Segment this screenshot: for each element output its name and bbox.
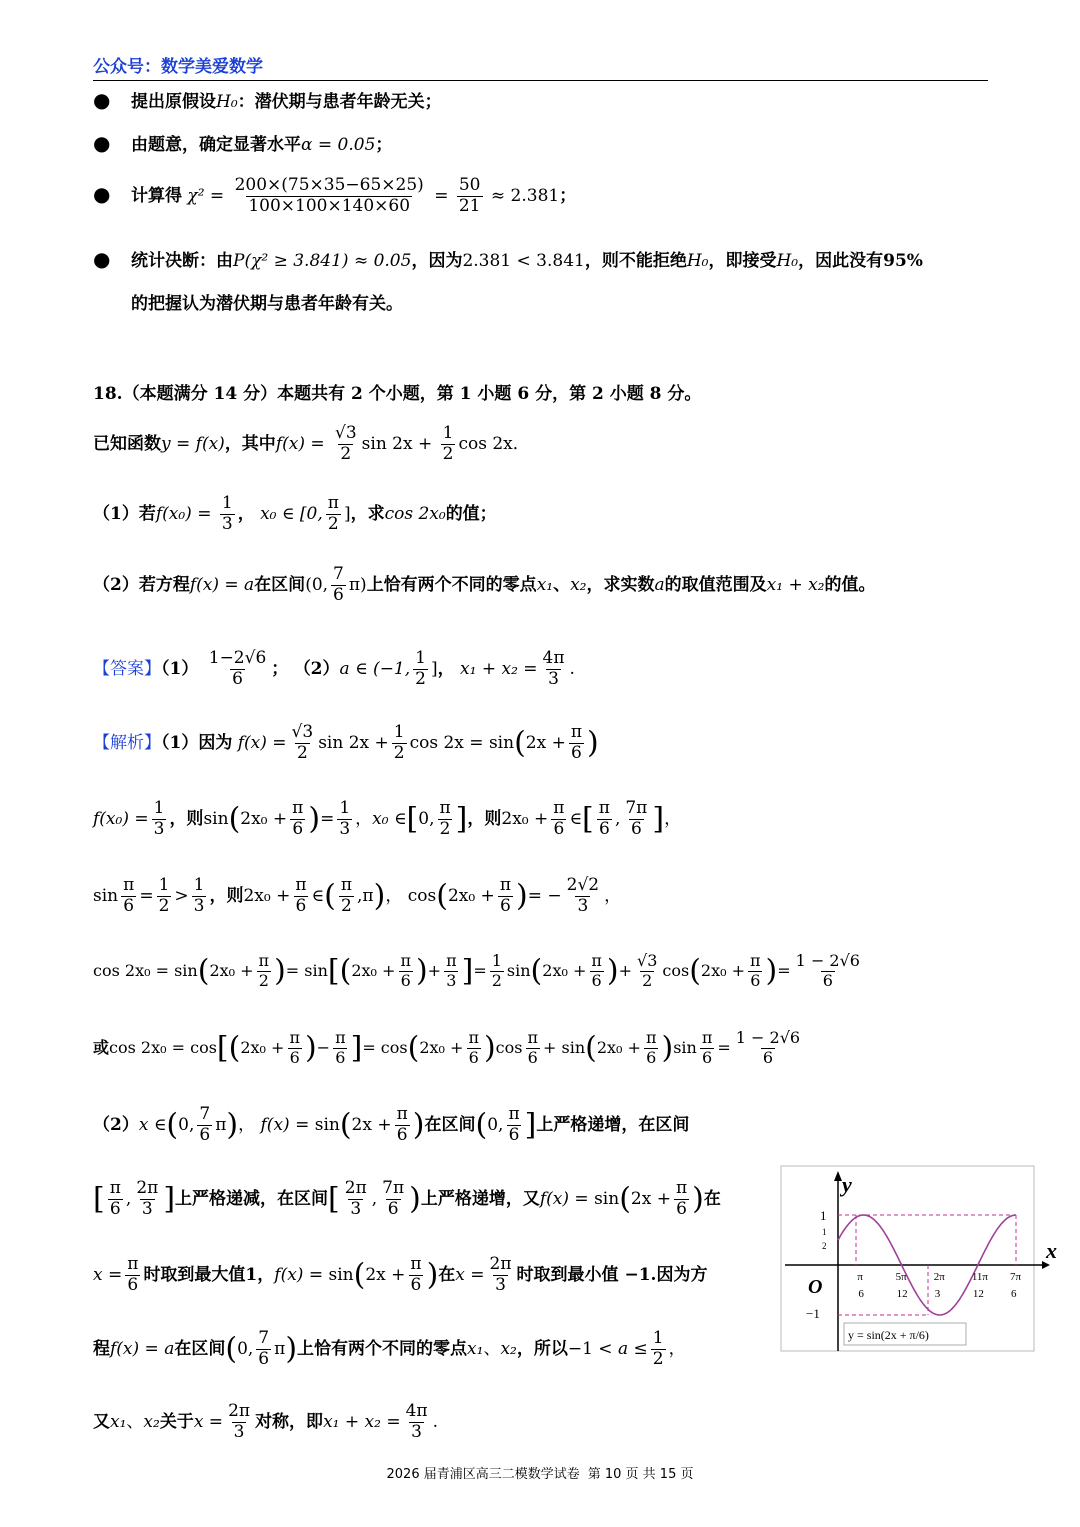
- y-axis-label: y: [842, 1172, 852, 1197]
- q18-part2: （2）若方程f(x) = a在区间(0, $\frac{7}{6}$ π)上恰有两个不同的零点x₁、x₂，求实数a的取值范围及x₁ + x₂的值。: [93, 564, 876, 605]
- analysis-line1: 【解析】（1）因为 f(x) = $\frac{√3}{2}$ sin 2x + $\frac{1}{2}$ cos 2x = sin(2x + $\frac{\pi}{6}$ ): [93, 722, 599, 763]
- q18-given: 已知函数y = f(x)，其中f(x) = $\frac{√3}{2}$ sin 2x + $\frac{1}{2}$ cos 2x．: [93, 423, 530, 464]
- bullet-dot-icon: ●: [93, 131, 111, 155]
- x-axis-label: x: [1046, 1238, 1057, 1263]
- x-tick-label-den: 6: [858, 1288, 864, 1300]
- x-tick-label-den: 12: [896, 1288, 908, 1300]
- bullet-dot-icon: ●: [93, 181, 111, 206]
- analysis-line7: [ $\frac{\pi}{6}$ , $\frac{2\pi}{3}$ ]上严格递减，在区间[ $\frac{2\pi}{3}$ , $\frac{7\pi}{6}$ )上严格递增，又f(x) = sin(2x + $\frac{\pi}{6}$ )在: [93, 1178, 721, 1219]
- y-arrow-icon: [834, 1171, 842, 1181]
- bullet-chi-square: ● 计算得 χ² = $\frac{200\times(75\times 35-65\times 25)}{100\times 100\times 140\times 60}$ = $\frac{50}{21}$ ≈ 2.381；: [93, 175, 577, 216]
- x-tick-label: π: [857, 1271, 863, 1283]
- chi-fraction: $\frac{200\times(75\times 35-65\times 25)}{100\times 100\times 140\times 60}$: [234, 175, 424, 216]
- x-tick-label-den: 12: [972, 1288, 984, 1300]
- y-tick-half-d: 2: [822, 1241, 827, 1251]
- y-tick-half-n: 1: [822, 1227, 827, 1237]
- x-tick-label: 5π: [895, 1271, 907, 1283]
- x-tick-label-den: 6: [1011, 1288, 1017, 1300]
- analysis-line4: cos 2x₀ = sin(2x₀ + $\frac{\pi}{2}$ )= sin[(2x₀ + $\frac{\pi}{6}$ )+ $\frac{\pi}{3}$ ]= $\frac{1}{2}$ sin(2x₀ + $\frac{\pi}{6}$ )+ $\frac{√3}{2}$ cos(2x₀ + $\frac{\pi}{6}$ )= $\frac{1 - 2√6}{6}$: [93, 951, 860, 990]
- x-tick-label: 2π: [933, 1271, 945, 1283]
- analysis-line3: sin $\frac{\pi}{6}$ = $\frac{1}{2}$ > $\frac{1}{3}$ ，则2x₀ + $\frac{\pi}{6}$ ∈( $\frac{\pi}{2}$ ,π)， cos(2x₀ + $\frac{\pi}{6}$ )= − $\frac{2√2}{3}$ ，: [93, 875, 622, 916]
- q18-title: 18.（本题满分 14 分）本题共有 2 个小题，第 1 小题 6 分，第 2 小题 8 分。: [93, 384, 702, 404]
- bullet-dot-icon: ●: [93, 88, 111, 112]
- answer-line: 【答案】（1） $\frac{1-2√6}{6}$ ； （2）a ∈ (−1, $\frac{1}{2}$ ]， x₁ + x₂ = $\frac{4\pi}{3}$ .: [93, 648, 575, 689]
- q18-part1: （1）若f(x₀) = $\frac{1}{3}$ ， x₀ ∈ [0, $\frac{\pi}{2}$ ]，求cos 2x₀的值；: [93, 493, 497, 534]
- bullet-significance: ● 由题意，确定显著水平α = 0.05；: [93, 131, 393, 155]
- bullet-decision-line2: 的把握认为潜伏期与患者年龄有关。: [131, 294, 403, 314]
- analysis-line8: x = $\frac{\pi}{6}$ 时取到最大值1，f(x) = sin(2x + $\frac{\pi}{6}$ )在x = $\frac{2\pi}{3}$ 时取到最小值 −1.因为方: [93, 1254, 708, 1295]
- x-tick-label: 11π: [971, 1271, 989, 1283]
- graph-caption: y = sin(2x + π/6): [848, 1328, 929, 1342]
- bullet-hypothesis: ● 提出原假设H₀：潜伏期与患者年龄无关；: [93, 88, 442, 112]
- analysis-line2: f(x₀) = $\frac{1}{3}$ ，则sin(2x₀ + $\frac{\pi}{6}$ )= $\frac{1}{3}$ ，x₀ ∈[0, $\frac{\pi}{2}$ ]，则2x₀ + $\frac{\pi}{6}$ ∈[ $\frac{\pi}{6}$ , $\frac{7\pi}{6}$ ]，: [93, 798, 682, 839]
- origin-label: O: [808, 1276, 823, 1298]
- analysis-line5: 或cos 2x₀ = cos[(2x₀ + $\frac{\pi}{6}$ )− $\frac{\pi}{6}$ ]= cos(2x₀ + $\frac{\pi}{6}$ )cos $\frac{\pi}{6}$ + sin(2x₀ + $\frac{\pi}{6}$ )sin $\frac{\pi}{6}$ = $\frac{1 - 2√6}{6}$: [93, 1028, 801, 1067]
- analysis-line9: 程f(x) = a在区间(0, $\frac{7}{6}$ π)上恰有两个不同的零点x₁、x₂，所以−1 < a ≤ $\frac{1}{2}$ ，: [93, 1328, 686, 1369]
- x-tick-label-den: 3: [934, 1288, 941, 1300]
- bullet-decision: ● 统计决断：由P(χ² ≥ 3.841) ≈ 0.05，因为2.381 < 3.841，则不能拒绝H₀，即接受H₀，因此没有95%: [93, 247, 923, 271]
- analysis-line6: （2）x ∈(0, $\frac{7}{6}$ π)， f(x) = sin(2x + $\frac{\pi}{6}$ )在区间(0, $\frac{\pi}{6}$ ]上严格递增，在区间: [93, 1104, 690, 1145]
- fifty-over-21: $\frac{50}{21}$: [458, 175, 481, 216]
- header-rule: [93, 80, 988, 81]
- y-tick-1: 1: [820, 1208, 827, 1223]
- page-footer: 2026 届青浦区高三二模数学试卷 第 10 页 共 15 页: [386, 1467, 694, 1482]
- header-account: 公众号：数学美爱数学: [93, 57, 263, 77]
- y-tick-neg1: −1: [806, 1306, 820, 1321]
- x-tick-label: 7π: [1010, 1271, 1022, 1283]
- sine-graph: [780, 1165, 1070, 1355]
- bullet-dot-icon: ●: [93, 247, 111, 271]
- analysis-line10: 又x₁、x₂关于x = $\frac{2\pi}{3}$ 对称，即x₁ + x₂ = $\frac{4\pi}{3}$ .: [93, 1401, 438, 1442]
